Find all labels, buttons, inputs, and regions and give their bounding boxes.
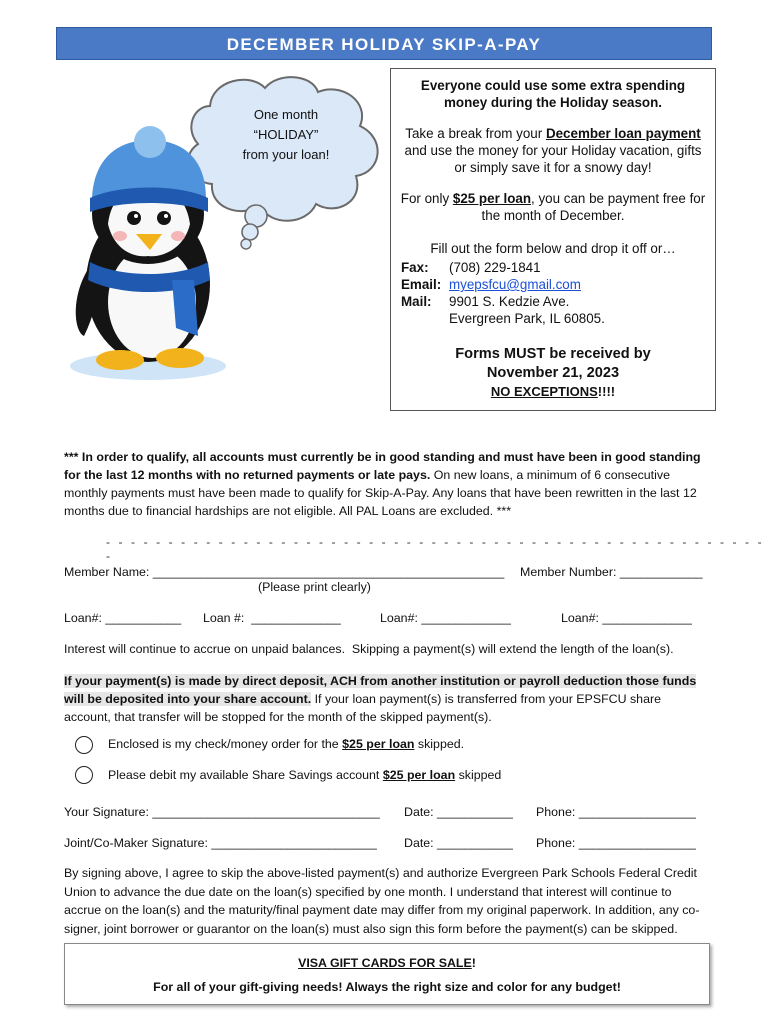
penguin-foot <box>156 348 204 368</box>
signature-field[interactable]: Your Signature: _________________________________ <box>64 805 380 819</box>
text-segment: , you can be payment free for the month of December. <box>481 191 706 223</box>
mail-address: Evergreen Park, IL 60805. <box>449 311 605 326</box>
text-segment: *** <box>64 450 82 464</box>
text-segment: VISA GIFT CARDS FOR SALE <box>298 956 472 970</box>
bubble-line: “HOLIDAY” <box>253 127 319 142</box>
joint-signature-field[interactable]: Joint/Co-Maker Signature: ________________________ <box>64 836 377 850</box>
loan-field-1[interactable]: Loan#: ___________ <box>64 611 182 625</box>
loan-field-4[interactable]: Loan#: _____________ <box>561 611 692 625</box>
member-number-field[interactable]: Member Number: ____________ <box>520 565 703 579</box>
mail-address: 9901 S. Kedzie Ave. <box>449 294 570 309</box>
date-field[interactable]: Date: ___________ <box>404 805 513 819</box>
email-link[interactable]: myepsfcu@gmail.com <box>449 277 581 292</box>
text-segment: ! <box>471 956 476 970</box>
thought-dot <box>241 239 251 249</box>
text-segment: On new loans, a minimum of 6 consecutive monthly payments must have been made to qualify for Skip-A-Pay. Any loans that have been rewritten in the last 12 months due to financial hardships are not eligible. All PAL Loans are excluded. *** <box>64 468 697 518</box>
bubble-line: from your loan! <box>242 147 330 162</box>
no-exceptions <box>399 383 707 400</box>
fax-label: Fax: <box>401 260 429 275</box>
promo-box <box>64 943 710 1005</box>
page-title: DECEMBER HOLIDAY SKIP-A-PAY <box>56 27 712 60</box>
member-name-field[interactable]: Member Name: ___________________________________________________ <box>64 565 505 579</box>
print-clearly-note: (Please print clearly) <box>258 580 371 594</box>
text-segment: skipped <box>455 768 502 782</box>
info-box <box>390 68 716 411</box>
break-text <box>399 125 707 176</box>
price-text <box>399 190 707 224</box>
thought-dot <box>242 224 258 240</box>
text-segment: and use the money for your Holiday vacation, gifts or simply save it for a snowy day! <box>404 143 702 175</box>
text-segment: NO EXCEPTIONS <box>490 384 598 399</box>
thought-bubble-text <box>216 105 356 165</box>
deadline-line: Forms MUST be received by <box>455 346 651 362</box>
text-segment: Enclosed is my check/money order for the <box>108 737 343 751</box>
email-label: Email: <box>401 277 442 292</box>
text-segment: $25 per loan <box>342 737 415 751</box>
penguin-foot <box>96 350 144 370</box>
text-segment: !!!! <box>597 384 616 399</box>
phone-field[interactable]: Phone: _________________ <box>536 805 696 819</box>
intro-text: Everyone could use some extra spending money during the Holiday season. <box>420 78 686 110</box>
mail-label: Mail: <box>401 294 432 309</box>
agreement-text: By signing above, I agree to skip the above-listed payment(s) and authorize Evergreen Park Schools Federal Credit Union to advance the due date on the loan(s) specified by one month. I understand that interest will continue to accrue on the loan(s) and the maturity/final payment date may differ from my original paperwork. In addition, any co-signer, joint borrower or guarantor on the loan(s) must also sign this form before the payment(s) can be skipped. <box>64 866 700 936</box>
option-debit-label <box>108 768 501 782</box>
text-segment: Please debit my available Share Savings account <box>108 768 383 782</box>
fill-text: Fill out the form below and drop it off or… <box>430 241 676 256</box>
joint-date-field[interactable]: Date: ___________ <box>404 836 513 850</box>
text-segment: skipped. <box>414 737 465 751</box>
fax-value: (708) 229-1841 <box>449 260 541 275</box>
loan-field-2[interactable]: Loan #: _____________ <box>203 611 341 625</box>
text-segment: For only <box>400 191 453 206</box>
text-segment: $25 per loan <box>452 191 532 206</box>
bubble-line: One month <box>253 107 319 122</box>
option-radio-debit[interactable] <box>75 766 93 784</box>
text-segment: If your loan payment(s) is transferred from your EPSFCU share account, that transfer will be stopped for the month of the skipped payment(s). <box>64 692 661 724</box>
promo-subline: For all of your gift-giving needs! Always the right size and color for any budget! <box>153 980 621 994</box>
contact-block <box>401 259 707 327</box>
text-segment: If your payment(s) is made by direct deposit, ACH from another institution or payroll deduction those funds will be deposited into your share account. <box>64 674 697 706</box>
direct-deposit-text <box>64 672 708 726</box>
text-segment: Take a break from your <box>405 126 546 141</box>
joint-phone-field[interactable]: Phone: _________________ <box>536 836 696 850</box>
option-radio-check[interactable] <box>75 736 93 754</box>
deadline <box>399 345 707 383</box>
interest-note: Interest will continue to accrue on unpaid balances. Skipping a payment(s) will extend the length of the loan(s). <box>64 642 674 656</box>
text-segment: $25 per loan <box>382 768 456 782</box>
text-segment: In order to qualify, all accounts must currently be in good standing and must have been in good standing for the last 12 months with no returned payments or late pays. <box>64 450 701 482</box>
text-segment: December loan payment <box>545 126 701 141</box>
qualification-text <box>64 448 708 520</box>
deadline-line: November 21, 2023 <box>486 365 620 381</box>
promo-headline <box>65 956 709 970</box>
hat-pompom <box>134 126 166 158</box>
option-check-label <box>108 737 464 751</box>
cut-line: - - - - - - - - - - - - - - - - - - - - - - - - - - - - - - - - - - - - - - - - - - - - - - - - - - - - - - <box>106 535 765 563</box>
loan-field-3[interactable]: Loan#: _____________ <box>380 611 511 625</box>
